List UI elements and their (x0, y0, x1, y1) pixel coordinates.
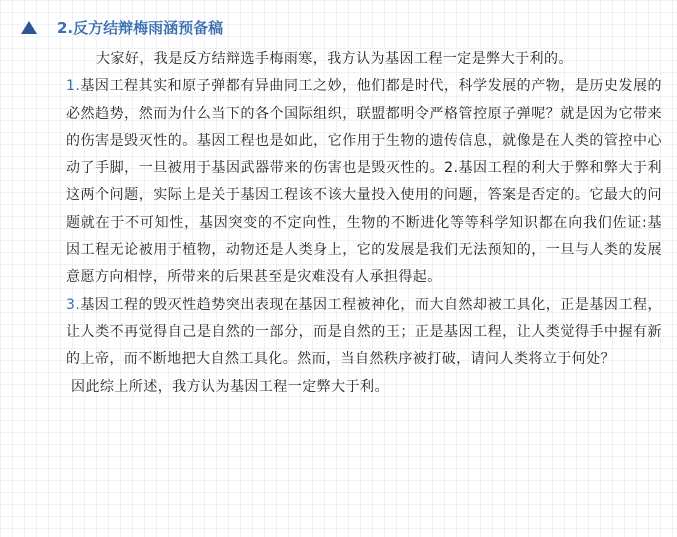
point-3-text: 基因工程的毁灭性趋势突出表现在基因工程被神化，而大自然却被工具化，正是基因工程，让人类不再觉得自己是自然的一部分，而是自然的王；正是基因工程，让人类觉得手中握有新的上帝，而不断地把大自然工具化。然而，当自然秩序被打破，请问人类将立于何处？ (66, 296, 662, 368)
intro-paragraph: 大家好，我是反方结辩选手梅雨寒，我方认为基因工程一定是弊大于利的。 (96, 51, 573, 67)
section-header (0, 14, 677, 44)
triangle-bullet-icon (21, 21, 37, 34)
conclusion-paragraph: 因此综上所述，我方认为基因工程一定弊大于利。 (71, 378, 389, 395)
section-title: 2.反方结辩梅雨涵预备稿 (57, 19, 224, 37)
speech-body (66, 46, 662, 401)
point-1-number: 1. (66, 78, 81, 95)
point-1-paragraph (66, 73, 662, 291)
point-3-paragraph (66, 292, 662, 374)
point-1-text: 基因工程其实和原子弹都有异曲同工之妙，他们都是时代，科学发展的产物，是历史发展的必然趋势，然而为什么当下的各个国际组织，联盟都明令严格管控原子弹呢？就是因为它带来的伤害是毁灭性的。基因工程也是如此，它作用于生物的遗传信息，就像是在人类的管控中心动了手脚，一旦被用于基因武器带来的伤害也是毁灭性的。2.基因工程的利大于弊和弊大于利这两个问题，实际上是关于基因工程该不该大量投入使用的问题，答案是否定的。它最大的问题就在于不可知性，基因突变的不定向性，生物的不断进化等等科学知识都在向我们佐证:基因工程无论被用于植物，动物还是人类身上，它的发展是我们无法预知的，一旦与人类的发展意愿方向相悖，所带来的后果甚至是灾难没有人承担得起。 (66, 78, 662, 286)
point-3-number: 3. (66, 296, 81, 313)
